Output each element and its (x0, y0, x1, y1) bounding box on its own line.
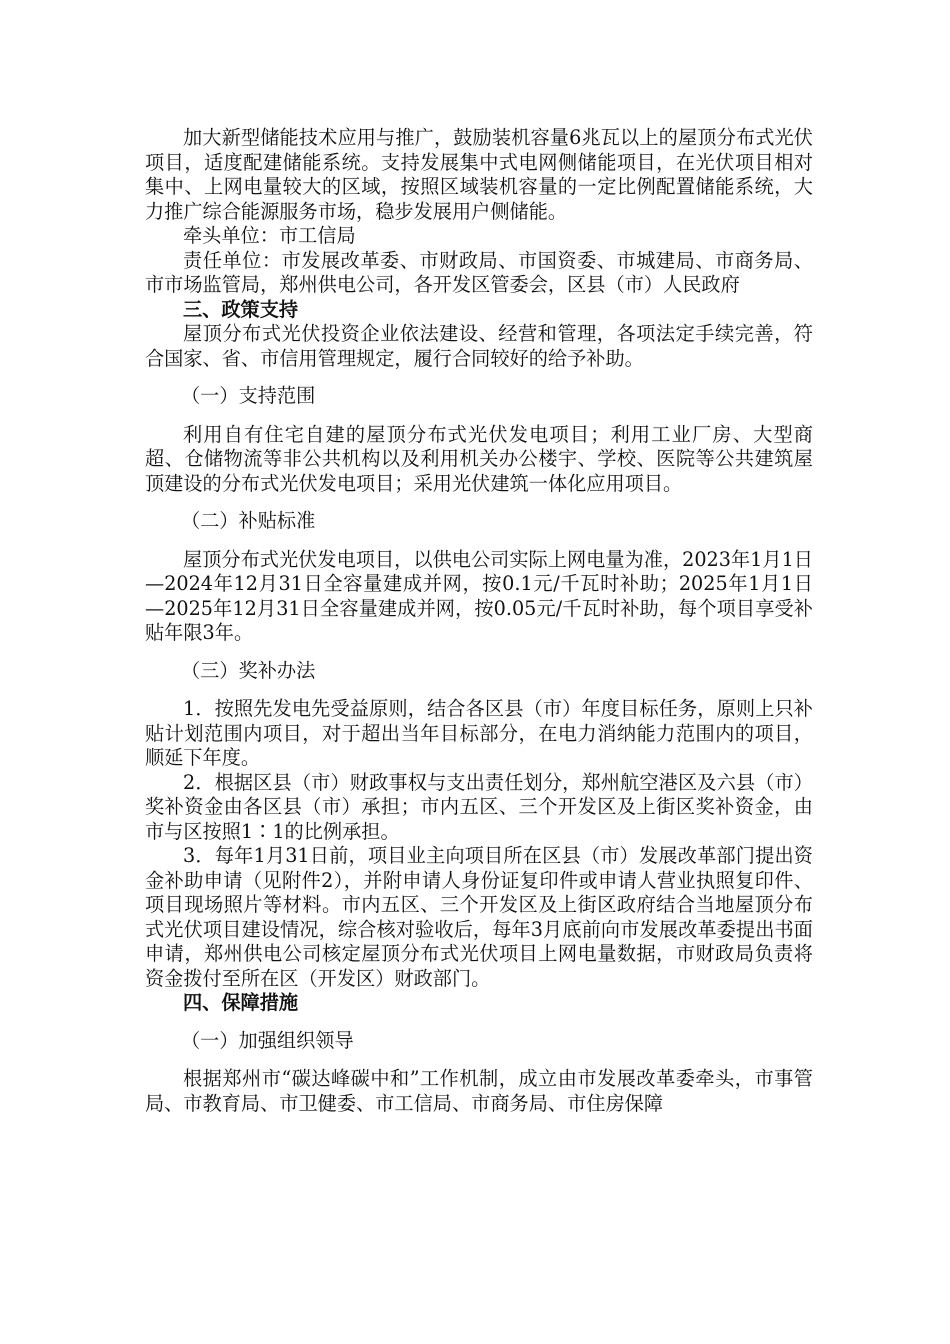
leadership-heading: （一）加强组织领导 (181, 1028, 354, 1052)
policy-heading: 三、政策支持 (183, 297, 299, 321)
leadership-text: 根据郑州市“碳达峰碳中和”工作机制，成立由市发展改革委牵头，市事管局、市教育局、市卫健委、市工信局、市商务局、市住房保障 (145, 1067, 813, 1115)
standard-heading: （二）补贴标准 (181, 509, 316, 532)
method-item-2: 2．根据区县（市）财政事权与支出责任划分，郑州航空港区及六县（市）奖补资金由各区县（市）承担；市内五区、三个开发区及上街区奖补资金，由市与区按照1∶1的比例承担。 (145, 770, 813, 843)
method-heading: （三）奖补办法 (181, 658, 316, 682)
storage-paragraph: 加大新型储能技术应用与推广，鼓励装机容量6兆瓦以上的屋顶分布式光伏项目，适度配建储能系统。支持发展集中式电网侧储能项目，在光伏项目相对集中、上网电量较大的区域，按照区域装机容量的一定比例配置储能系统，大力推广综合能源服务市场，稳步发展用户侧储能。 (145, 126, 813, 223)
scope-text: 利用自有住宅自建的屋顶分布式光伏发电项目；利用工业厂房、大型商超、仓储物流等非公共机构以及利用机关办公楼宇、学校、医院等公共建筑屋顶建设的分布式光伏发电项目；采用光伏建筑一体化应用项目。 (145, 422, 813, 495)
standard-text: 屋顶分布式光伏发电项目，以供电公司实际上网电量为准，2023年1月1日—2024年12月31日全容量建成并网，按0.1元/千瓦时补助；2025年1月1日—2025年12月31日全容量建成并网，按0.05元/千瓦时补助，每个项目享受补贴年限3年。 (145, 547, 813, 644)
lead-unit: 牵头单位：市工信局 (183, 224, 356, 247)
guarantee-heading: 四、保障措施 (183, 991, 299, 1014)
policy-intro: 屋顶分布式光伏投资企业依法建设、经营和管理，各项法定手续完善，符合国家、省、市信用管理规定，履行合同较好的给予补助。 (145, 322, 813, 370)
method-item-1: 1．按照先发电先受益原则，结合各区县（市）年度目标任务，原则上只补贴计划范围内项目，对于超出当年目标部分，在电力消纳能力范围内的项目，顺延下年度。 (145, 697, 813, 769)
document-page (145, 126, 813, 1116)
scope-heading: （一）支持范围 (181, 384, 316, 407)
method-item-3: 3．每年1月31日前，项目业主向项目所在区县（市）发展改革部门提出资金补助申请（见附件2），并附申请人身份证复印件或申请人营业执照复印件、项目现场照片等材料。市内五区、三个开发区及上街区政府结合当地屋顶分布式光伏项目建设情况，综合核对验收后，每年3月底前向市发展改革委提出书面申请，郑州供电公司核定屋顶分布式光伏项目上网电量数据，市财政局负责将资金拨付至所在区（开发区）财政部门。 (145, 844, 813, 990)
responsible-units: 责任单位：市发展改革委、市财政局、市国资委、市城建局、市商务局、市市场监管局，郑州供电公司，各开发区管委会，区县（市）人民政府 (145, 248, 813, 296)
